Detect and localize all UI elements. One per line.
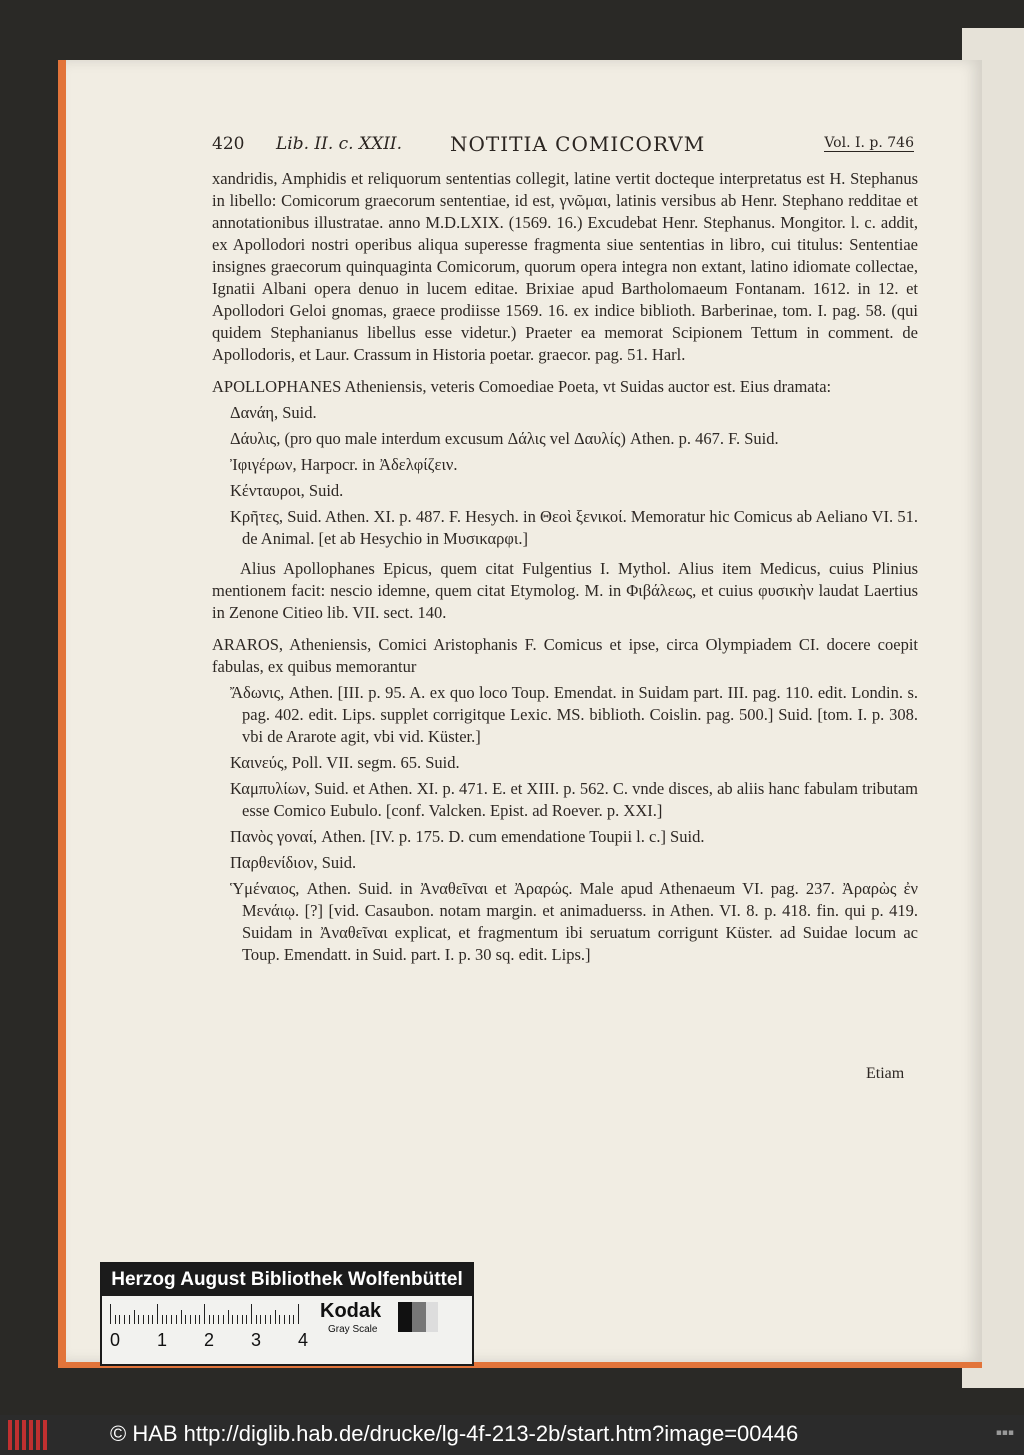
ruler-tick	[138, 1315, 139, 1324]
ruler-tick	[260, 1315, 261, 1324]
ruler-number: 0	[110, 1330, 121, 1350]
ruler-tick	[298, 1304, 299, 1324]
page-number: 420	[212, 134, 245, 154]
ruler-icon	[110, 1302, 310, 1324]
ruler-tick	[199, 1315, 200, 1324]
list-item: Καινεύς, Poll. VII. segm. 65. Suid.	[230, 753, 460, 772]
ruler-tick	[251, 1304, 252, 1324]
section-ref: Lib. II. c. XXII.	[276, 134, 403, 154]
ruler-tick	[181, 1310, 182, 1324]
ruler-tick	[148, 1315, 149, 1324]
ruler-tick	[176, 1315, 177, 1324]
ruler-tick	[195, 1315, 196, 1324]
list-item: Παρθενίδιον, Suid.	[230, 853, 357, 872]
footer-mark: ▪▪▪	[995, 1428, 1014, 1438]
ruler-tick	[228, 1310, 229, 1324]
card-title: Herzog August Bibliothek Wolfenbüttel	[102, 1264, 472, 1296]
ruler-tick	[162, 1315, 163, 1324]
ruler-tick	[190, 1315, 191, 1324]
paragraph-stephanus: xandridis, Amphidis et reliquorum sententias collegit, latine vertit docteque interpretatus est H. Stephanus in libello: Comicorum graecorum sententiae, id est, γνῶμαι, latinis versibus ab Henr. Stephano redditae et annotationibus illustratae. anno M.D.LXIX. (1569. 16.) Excudebat Henr. Stephanus. Mongitor. l. c. addit, ex Apollodori nostri operibus aliqua superesse fragmenta siue sententias in libro, cui titulus: Sententiae insignes graecorum quinquaginta Comicorum, quorum opera integra non extant, latino idiomate collectae, Ignatii Albani opera denuo in lucem editae. Brixiae apud Bartholomaeum Fontanam. 1612. in 12. et Apollodori Geloi gnomas, graece prodiisse 1569. 16. ex indice biblioth. Barberinae, tom. I. pag. 58. (qui quidem Stephanianus libellus esse videtur.) Praeter ea memorat Scipionem Tettum in comment. de Apollodoris, et Laur. Crassum in Historia poetar. graecor. pag. 51. Harl.	[212, 169, 918, 364]
ruler-tick	[209, 1315, 210, 1324]
book-page	[58, 60, 982, 1368]
ruler-tick	[213, 1315, 214, 1324]
gray-scale-patches	[398, 1302, 438, 1332]
ruler-tick	[246, 1315, 247, 1324]
ruler-tick	[265, 1315, 266, 1324]
ruler-tick	[152, 1315, 153, 1324]
ruler-tick	[124, 1315, 125, 1324]
list-item: Ὑμέναιος, Athen. Suid. in Ἀναθεῖναι et Ἀραρώς. Male apud Athenaeum VI. pag. 237. Ἀραρὼς ἐν Μενάιῳ. [?] [vid. Casaubon. notam margin. et animaduerss. in Athen. VI. 8. p. 418. fin. qui p. 419. Suidam in Ἀναθεῖναι explicat, et fragmentum ibi seruatum corrigunt Küster. ad Suidae locum ac Toup. Emendatt. in Suid. part. I. p. 30 sq. edit. Lips.]	[230, 879, 918, 964]
list-item: Ἄδωνις, Athen. [III. p. 95. A. ex quo loco Toup. Emendat. in Suidam part. III. pag. 110. edit. Londin. s. pag. 402. edit. Lips. supplet corrigitque Lexic. MS. biblioth. Coislin. pag. 500.] Suid. [tom. I. p. 308. vbi de Ararote agit, vbi vid. Küster.]	[230, 683, 918, 746]
ruler-tick	[275, 1310, 276, 1324]
footer-link[interactable]: © HAB http://diglib.hab.de/drucke/lg-4f-213-2b/start.htm?image=00446	[110, 1421, 799, 1446]
ruler-tick	[279, 1315, 280, 1324]
ruler-tick	[129, 1315, 130, 1324]
list-item: Πανὸς γοναί, Athen. [IV. p. 175. D. cum emendatione Toupii l. c.] Suid.	[230, 827, 705, 846]
ruler-tick	[134, 1310, 135, 1324]
ruler-tick	[242, 1315, 243, 1324]
ruler-tick	[119, 1315, 120, 1324]
list-item: Δανάη, Suid.	[230, 403, 317, 422]
entry-apollophanes: APOLLOPHANES Atheniensis, veteris Comoediae Poeta, vt Suidas auctor est. Eius dramata:	[212, 377, 832, 396]
ruler-tick	[143, 1315, 144, 1324]
ruler-tick	[232, 1315, 233, 1324]
hab-logo-icon	[8, 1420, 48, 1450]
catchword: Etiam	[866, 1065, 905, 1082]
ruler-tick	[293, 1315, 294, 1324]
ruler-tick	[171, 1315, 172, 1324]
ruler-number: 2	[204, 1330, 215, 1350]
ruler-tick	[256, 1315, 257, 1324]
ruler-tick	[166, 1315, 167, 1324]
ruler-tick	[270, 1315, 271, 1324]
ruler-tick	[237, 1315, 238, 1324]
ruler-number: 1	[157, 1330, 168, 1350]
ruler-tick	[284, 1315, 285, 1324]
ruler-tick	[110, 1304, 111, 1324]
ruler-tick	[218, 1315, 219, 1324]
list-item: Δάυλις, (pro quo male interdum excusum Δάλις vel Δαυλίς) Athen. p. 467. F. Suid.	[230, 429, 779, 448]
list-item: Κένταυροι, Suid.	[230, 481, 344, 500]
footer-bar	[0, 1415, 1024, 1455]
ruler-number: 4	[298, 1330, 309, 1350]
entry-araros: ARAROS, Atheniensis, Comici Aristophanis F. Comicus et ipse, circa Olympiadem CI. docere coepit fabulas, ex quibus memorantur	[212, 635, 918, 676]
running-title: NOTITIA COMICORVM	[450, 132, 706, 156]
ruler-scale	[110, 1330, 320, 1352]
color-calibration-card	[100, 1262, 474, 1366]
paragraph-alius: Alius Apollophanes Epicus, quem citat Fulgentius I. Mythol. Alius item Medicus, cuius Plinius mentionem facit: nescio idemne, quem citat Etymolog. M. in Φιβάλεως, et cuius φυσικὴν laudat Laertius in Zenone Citieo lib. VII. sect. 140.	[212, 559, 918, 622]
volume-ref: Vol. I. p. 746	[824, 135, 914, 151]
kodak-logo: Kodak	[320, 1300, 382, 1322]
ruler-tick	[223, 1315, 224, 1324]
ruler-tick	[204, 1304, 205, 1324]
ruler-tick	[115, 1315, 116, 1324]
list-item: Ἰφιγέρων, Harpocr. in Ἀδελφίζειν.	[230, 455, 458, 474]
ruler-tick	[185, 1315, 186, 1324]
list-item: Καμπυλίων, Suid. et Athen. XI. p. 471. E. et XIII. p. 562. C. vnde disces, ab aliis hanc fabulam tributam esse Comico Eubulo. [conf. Valcken. Epist. ad Roever. p. XXI.]	[230, 779, 918, 820]
page-body	[212, 168, 918, 966]
list-item: Κρῆτες, Suid. Athen. XI. p. 487. F. Hesych. in Θεοὶ ξενικοί. Memoratur hic Comicus ab Aeliano VI. 51. de Animal. [et ab Hesychio in Μυσικαρφι.]	[230, 507, 918, 548]
ruler-tick	[157, 1304, 158, 1324]
ruler-number: 3	[251, 1330, 262, 1350]
grayscale-label: Gray Scale	[328, 1324, 378, 1335]
running-header	[212, 132, 914, 160]
ruler-tick	[289, 1315, 290, 1324]
